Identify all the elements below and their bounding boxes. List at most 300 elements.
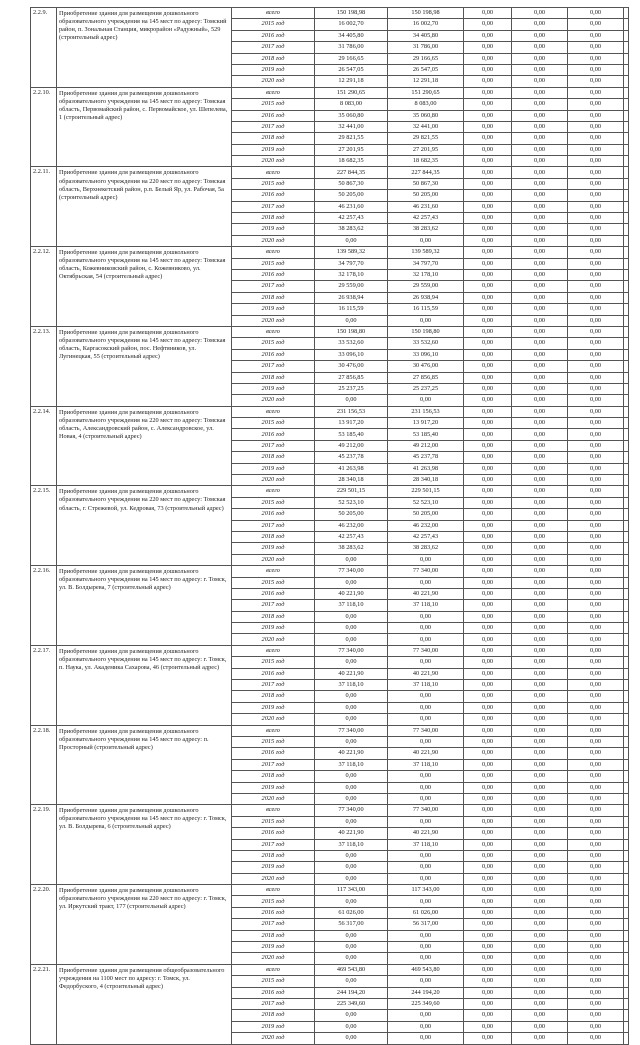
regional-budget-cell: 42 257,43 (388, 213, 464, 224)
local-budget-cell: 0,00 (512, 383, 568, 394)
federal-budget-cell: 0,00 (464, 42, 512, 53)
empty-cell (624, 850, 629, 861)
total-cell: 0,00 (315, 634, 388, 645)
period-cell: 2017 год (232, 440, 315, 451)
regional-budget-cell: 35 060,80 (388, 110, 464, 121)
other-sources-cell: 0,00 (568, 42, 624, 53)
other-sources-cell: 0,00 (568, 326, 624, 337)
total-cell: 151 290,65 (315, 87, 388, 98)
federal-budget-cell: 0,00 (464, 782, 512, 793)
period-cell: 2016 год (232, 907, 315, 918)
federal-budget-cell: 0,00 (464, 657, 512, 668)
other-sources-cell: 0,00 (568, 1021, 624, 1032)
empty-cell (624, 737, 629, 748)
period-cell: 2018 год (232, 771, 315, 782)
period-cell: 2018 год (232, 531, 315, 542)
local-budget-cell: 0,00 (512, 8, 568, 19)
total-cell: 37 118,10 (315, 600, 388, 611)
federal-budget-cell: 0,00 (464, 144, 512, 155)
other-sources-cell: 0,00 (568, 167, 624, 178)
other-sources-cell: 0,00 (568, 930, 624, 941)
empty-cell (624, 600, 629, 611)
empty-cell (624, 953, 629, 964)
local-budget-cell: 0,00 (512, 737, 568, 748)
period-cell: 2015 год (232, 657, 315, 668)
item-description: Приобретение здания для размещения общеобразовательного учреждения на 1100 мест по адресу: г. Томск, ул. Федорбуского, 4 (строительный адрес) (57, 964, 232, 1044)
other-sources-cell: 0,00 (568, 429, 624, 440)
federal-budget-cell: 0,00 (464, 110, 512, 121)
other-sources-cell: 0,00 (568, 623, 624, 634)
item-description: Приобретение здания для размещения дошкольного образовательного учреждения на 220 мест по адресу: Томская область, Верхнекетский район, р.п. Белый Яр, ул. Рабочая, 5а (строительный адрес) (57, 167, 232, 247)
total-cell: 150 198,98 (315, 8, 388, 19)
period-cell: 2017 год (232, 520, 315, 531)
local-budget-cell: 0,00 (512, 87, 568, 98)
regional-budget-cell: 77 340,00 (388, 805, 464, 816)
period-cell: 2019 год (232, 782, 315, 793)
regional-budget-cell: 26 547,05 (388, 64, 464, 75)
total-cell: 229 501,15 (315, 486, 388, 497)
total-cell: 27 856,85 (315, 372, 388, 383)
other-sources-cell: 0,00 (568, 383, 624, 394)
total-cell: 37 118,10 (315, 839, 388, 850)
period-cell: 2018 год (232, 133, 315, 144)
federal-budget-cell: 0,00 (464, 554, 512, 565)
other-sources-cell: 0,00 (568, 190, 624, 201)
item-number: 2.2.20. (31, 885, 57, 965)
period-cell: 2019 год (232, 463, 315, 474)
other-sources-cell: 0,00 (568, 520, 624, 531)
other-sources-cell: 0,00 (568, 805, 624, 816)
other-sources-cell: 0,00 (568, 87, 624, 98)
regional-budget-cell: 42 257,43 (388, 531, 464, 542)
regional-budget-cell: 46 232,00 (388, 520, 464, 531)
federal-budget-cell: 0,00 (464, 235, 512, 246)
regional-budget-cell: 77 340,00 (388, 725, 464, 736)
total-cell: 117 343,00 (315, 885, 388, 896)
regional-budget-cell: 61 026,00 (388, 907, 464, 918)
empty-cell (624, 42, 629, 53)
federal-budget-cell: 0,00 (464, 680, 512, 691)
regional-budget-cell: 0,00 (388, 793, 464, 804)
federal-budget-cell: 0,00 (464, 190, 512, 201)
regional-budget-cell: 0,00 (388, 657, 464, 668)
local-budget-cell: 0,00 (512, 395, 568, 406)
regional-budget-cell: 0,00 (388, 782, 464, 793)
other-sources-cell: 0,00 (568, 828, 624, 839)
local-budget-cell: 0,00 (512, 600, 568, 611)
period-cell: 2019 год (232, 144, 315, 155)
other-sources-cell: 0,00 (568, 440, 624, 451)
local-budget-cell: 0,00 (512, 463, 568, 474)
local-budget-cell: 0,00 (512, 839, 568, 850)
other-sources-cell: 0,00 (568, 452, 624, 463)
total-cell: 0,00 (315, 862, 388, 873)
local-budget-cell: 0,00 (512, 315, 568, 326)
federal-budget-cell: 0,00 (464, 486, 512, 497)
table-row (31, 247, 629, 258)
period-cell: 2015 год (232, 178, 315, 189)
empty-cell (624, 759, 629, 770)
item-description: Приобретение здания для размещения дошкольного образовательного учреждения на 220 мест по адресу: Томская область, Александровский район, с. Александровское, ул. Новая, 4 (строительный адрес) (57, 406, 232, 486)
period-cell: 2016 год (232, 269, 315, 280)
period-cell: 2015 год (232, 338, 315, 349)
empty-cell (624, 964, 629, 975)
federal-budget-cell: 0,00 (464, 771, 512, 782)
period-cell: 2016 год (232, 588, 315, 599)
federal-budget-cell: 0,00 (464, 976, 512, 987)
period-cell: всего (232, 645, 315, 656)
empty-cell (624, 247, 629, 258)
local-budget-cell: 0,00 (512, 942, 568, 953)
period-cell: 2020 год (232, 953, 315, 964)
total-cell: 42 257,43 (315, 531, 388, 542)
item-description: Приобретение здания для размещения дошкольного образовательного учреждения на 145 мест по адресу: Томская область, Первомайский район, с. Первомайское, ул. Шепелева, 1 (строительный адрес) (57, 87, 232, 167)
period-cell: 2018 год (232, 213, 315, 224)
period-cell: 2019 год (232, 304, 315, 315)
empty-cell (624, 509, 629, 520)
period-cell: всего (232, 247, 315, 258)
empty-cell (624, 1033, 629, 1044)
regional-budget-cell: 28 340,18 (388, 475, 464, 486)
regional-budget-cell: 32 441,00 (388, 121, 464, 132)
federal-budget-cell: 0,00 (464, 543, 512, 554)
other-sources-cell: 0,00 (568, 588, 624, 599)
local-budget-cell: 0,00 (512, 258, 568, 269)
other-sources-cell: 0,00 (568, 258, 624, 269)
empty-cell (624, 1010, 629, 1021)
regional-budget-cell: 16 115,59 (388, 304, 464, 315)
local-budget-cell: 0,00 (512, 953, 568, 964)
regional-budget-cell: 52 523,10 (388, 497, 464, 508)
federal-budget-cell: 0,00 (464, 247, 512, 258)
empty-cell (624, 440, 629, 451)
total-cell: 50 867,30 (315, 178, 388, 189)
regional-budget-cell: 50 205,00 (388, 190, 464, 201)
empty-cell (624, 714, 629, 725)
other-sources-cell: 0,00 (568, 862, 624, 873)
total-cell: 225 349,60 (315, 998, 388, 1009)
local-budget-cell: 0,00 (512, 896, 568, 907)
federal-budget-cell: 0,00 (464, 383, 512, 394)
federal-budget-cell: 0,00 (464, 19, 512, 30)
local-budget-cell: 0,00 (512, 645, 568, 656)
regional-budget-cell: 0,00 (388, 611, 464, 622)
total-cell: 37 118,10 (315, 680, 388, 691)
local-budget-cell: 0,00 (512, 793, 568, 804)
period-cell: 2015 год (232, 418, 315, 429)
total-cell: 150 198,80 (315, 326, 388, 337)
regional-budget-cell: 0,00 (388, 315, 464, 326)
item-number: 2.2.15. (31, 486, 57, 566)
period-cell: 2017 год (232, 201, 315, 212)
other-sources-cell: 0,00 (568, 1010, 624, 1021)
regional-budget-cell: 37 118,10 (388, 680, 464, 691)
period-cell: 2017 год (232, 600, 315, 611)
local-budget-cell: 0,00 (512, 156, 568, 167)
empty-cell (624, 657, 629, 668)
regional-budget-cell: 0,00 (388, 577, 464, 588)
federal-budget-cell: 0,00 (464, 269, 512, 280)
other-sources-cell: 0,00 (568, 213, 624, 224)
empty-cell (624, 201, 629, 212)
regional-budget-cell: 0,00 (388, 976, 464, 987)
item-description: Приобретение здания для размещения дошкольного образовательного учреждения на 145 мест по адресу: Томский район, п. Зональная Станция, микрорайон «Радужный», 529 (строительный адрес) (57, 8, 232, 88)
empty-cell (624, 315, 629, 326)
other-sources-cell: 0,00 (568, 486, 624, 497)
period-cell: всего (232, 167, 315, 178)
empty-cell (624, 680, 629, 691)
other-sources-cell: 0,00 (568, 942, 624, 953)
local-budget-cell: 0,00 (512, 1033, 568, 1044)
regional-budget-cell: 229 501,15 (388, 486, 464, 497)
table-row (31, 566, 629, 577)
federal-budget-cell: 0,00 (464, 338, 512, 349)
item-number: 2.2.18. (31, 725, 57, 805)
period-cell: всего (232, 486, 315, 497)
federal-budget-cell: 0,00 (464, 281, 512, 292)
period-cell: 2019 год (232, 862, 315, 873)
empty-cell (624, 645, 629, 656)
local-budget-cell: 0,00 (512, 668, 568, 679)
other-sources-cell: 0,00 (568, 873, 624, 884)
total-cell: 8 083,00 (315, 99, 388, 110)
period-cell: 2015 год (232, 737, 315, 748)
regional-budget-cell: 227 844,35 (388, 167, 464, 178)
total-cell: 34 797,70 (315, 258, 388, 269)
empty-cell (624, 8, 629, 19)
total-cell: 35 060,80 (315, 110, 388, 121)
total-cell: 227 844,35 (315, 167, 388, 178)
total-cell: 0,00 (315, 611, 388, 622)
federal-budget-cell: 0,00 (464, 714, 512, 725)
federal-budget-cell: 0,00 (464, 258, 512, 269)
empty-cell (624, 554, 629, 565)
empty-cell (624, 30, 629, 41)
total-cell: 0,00 (315, 873, 388, 884)
other-sources-cell: 0,00 (568, 395, 624, 406)
period-cell: 2016 год (232, 349, 315, 360)
total-cell: 40 221,90 (315, 668, 388, 679)
other-sources-cell: 0,00 (568, 657, 624, 668)
table-row (31, 8, 629, 19)
regional-budget-cell: 0,00 (388, 1021, 464, 1032)
federal-budget-cell: 0,00 (464, 987, 512, 998)
local-budget-cell: 0,00 (512, 326, 568, 337)
period-cell: 2016 год (232, 190, 315, 201)
period-cell: 2016 год (232, 30, 315, 41)
total-cell: 0,00 (315, 930, 388, 941)
total-cell: 31 786,00 (315, 42, 388, 53)
local-budget-cell: 0,00 (512, 269, 568, 280)
total-cell: 38 283,62 (315, 543, 388, 554)
empty-cell (624, 475, 629, 486)
total-cell: 16 002,70 (315, 19, 388, 30)
total-cell: 0,00 (315, 1033, 388, 1044)
other-sources-cell: 0,00 (568, 964, 624, 975)
empty-cell (624, 156, 629, 167)
regional-budget-cell: 0,00 (388, 1010, 464, 1021)
other-sources-cell: 0,00 (568, 235, 624, 246)
federal-budget-cell: 0,00 (464, 349, 512, 360)
total-cell: 0,00 (315, 953, 388, 964)
empty-cell (624, 463, 629, 474)
empty-cell (624, 782, 629, 793)
empty-cell (624, 281, 629, 292)
empty-cell (624, 213, 629, 224)
other-sources-cell: 0,00 (568, 668, 624, 679)
regional-budget-cell: 0,00 (388, 691, 464, 702)
federal-budget-cell: 0,00 (464, 509, 512, 520)
empty-cell (624, 623, 629, 634)
regional-budget-cell: 32 178,10 (388, 269, 464, 280)
table-row (31, 87, 629, 98)
empty-cell (624, 76, 629, 87)
empty-cell (624, 64, 629, 75)
local-budget-cell: 0,00 (512, 30, 568, 41)
total-cell: 0,00 (315, 1010, 388, 1021)
regional-budget-cell: 0,00 (388, 235, 464, 246)
other-sources-cell: 0,00 (568, 634, 624, 645)
federal-budget-cell: 0,00 (464, 463, 512, 474)
period-cell: 2016 год (232, 509, 315, 520)
local-budget-cell: 0,00 (512, 178, 568, 189)
empty-cell (624, 304, 629, 315)
regional-budget-cell: 18 682,35 (388, 156, 464, 167)
regional-budget-cell: 38 283,62 (388, 543, 464, 554)
local-budget-cell: 0,00 (512, 1010, 568, 1021)
other-sources-cell: 0,00 (568, 418, 624, 429)
period-cell: 2016 год (232, 429, 315, 440)
regional-budget-cell: 0,00 (388, 702, 464, 713)
other-sources-cell: 0,00 (568, 99, 624, 110)
federal-budget-cell: 0,00 (464, 30, 512, 41)
total-cell: 38 283,62 (315, 224, 388, 235)
regional-budget-cell: 37 118,10 (388, 759, 464, 770)
empty-cell (624, 828, 629, 839)
regional-budget-cell: 244 194,20 (388, 987, 464, 998)
other-sources-cell: 0,00 (568, 224, 624, 235)
regional-budget-cell: 151 290,65 (388, 87, 464, 98)
total-cell: 41 263,98 (315, 463, 388, 474)
regional-budget-cell: 231 156,53 (388, 406, 464, 417)
regional-budget-cell: 469 543,80 (388, 964, 464, 975)
item-description: Приобретение здания для размещения дошкольного образовательного учреждения на 145 мест по адресу: г. Томск, ул. В. Болдырева, 6 (строительный адрес) (57, 805, 232, 885)
regional-budget-cell: 56 317,00 (388, 919, 464, 930)
regional-budget-cell: 0,00 (388, 942, 464, 953)
local-budget-cell: 0,00 (512, 759, 568, 770)
empty-cell (624, 292, 629, 303)
local-budget-cell: 0,00 (512, 99, 568, 110)
period-cell: 2017 год (232, 361, 315, 372)
federal-budget-cell: 0,00 (464, 748, 512, 759)
period-cell: 2020 год (232, 395, 315, 406)
table-row (31, 645, 629, 656)
item-number: 2.2.12. (31, 247, 57, 327)
local-budget-cell: 0,00 (512, 281, 568, 292)
total-cell: 0,00 (315, 702, 388, 713)
federal-budget-cell: 0,00 (464, 406, 512, 417)
table-row (31, 964, 629, 975)
total-cell: 28 340,18 (315, 475, 388, 486)
federal-budget-cell: 0,00 (464, 839, 512, 850)
period-cell: 2015 год (232, 976, 315, 987)
other-sources-cell: 0,00 (568, 30, 624, 41)
regional-budget-cell: 40 221,90 (388, 828, 464, 839)
total-cell: 29 821,55 (315, 133, 388, 144)
federal-budget-cell: 0,00 (464, 497, 512, 508)
federal-budget-cell: 0,00 (464, 953, 512, 964)
federal-budget-cell: 0,00 (464, 53, 512, 64)
total-cell: 0,00 (315, 657, 388, 668)
total-cell: 0,00 (315, 816, 388, 827)
other-sources-cell: 0,00 (568, 133, 624, 144)
federal-budget-cell: 0,00 (464, 611, 512, 622)
empty-cell (624, 930, 629, 941)
total-cell: 29 559,00 (315, 281, 388, 292)
empty-cell (624, 144, 629, 155)
other-sources-cell: 0,00 (568, 759, 624, 770)
federal-budget-cell: 0,00 (464, 326, 512, 337)
period-cell: 2017 год (232, 998, 315, 1009)
local-budget-cell: 0,00 (512, 292, 568, 303)
local-budget-cell: 0,00 (512, 144, 568, 155)
regional-budget-cell: 225 349,60 (388, 998, 464, 1009)
period-cell: 2015 год (232, 497, 315, 508)
federal-budget-cell: 0,00 (464, 600, 512, 611)
total-cell: 50 205,00 (315, 509, 388, 520)
empty-cell (624, 406, 629, 417)
empty-cell (624, 577, 629, 588)
federal-budget-cell: 0,00 (464, 873, 512, 884)
period-cell: 2020 год (232, 156, 315, 167)
regional-budget-cell: 40 221,90 (388, 748, 464, 759)
empty-cell (624, 429, 629, 440)
regional-budget-cell: 37 118,10 (388, 839, 464, 850)
regional-budget-cell: 0,00 (388, 930, 464, 941)
total-cell: 33 096,10 (315, 349, 388, 360)
empty-cell (624, 839, 629, 850)
total-cell: 231 156,53 (315, 406, 388, 417)
empty-cell (624, 725, 629, 736)
regional-budget-cell: 29 821,55 (388, 133, 464, 144)
local-budget-cell: 0,00 (512, 76, 568, 87)
regional-budget-cell: 0,00 (388, 395, 464, 406)
federal-budget-cell: 0,00 (464, 623, 512, 634)
period-cell: 2018 год (232, 452, 315, 463)
item-number: 2.2.9. (31, 8, 57, 88)
federal-budget-cell: 0,00 (464, 224, 512, 235)
other-sources-cell: 0,00 (568, 338, 624, 349)
period-cell: 2018 год (232, 1010, 315, 1021)
total-cell: 56 317,00 (315, 919, 388, 930)
regional-budget-cell: 38 283,62 (388, 224, 464, 235)
item-number: 2.2.13. (31, 326, 57, 406)
period-cell: 2017 год (232, 919, 315, 930)
other-sources-cell: 0,00 (568, 611, 624, 622)
total-cell: 45 237,78 (315, 452, 388, 463)
other-sources-cell: 0,00 (568, 178, 624, 189)
empty-cell (624, 349, 629, 360)
empty-cell (624, 452, 629, 463)
local-budget-cell: 0,00 (512, 440, 568, 451)
empty-cell (624, 235, 629, 246)
period-cell: 2019 год (232, 383, 315, 394)
federal-budget-cell: 0,00 (464, 725, 512, 736)
period-cell: 2019 год (232, 623, 315, 634)
regional-budget-cell: 0,00 (388, 737, 464, 748)
regional-budget-cell: 150 198,98 (388, 8, 464, 19)
regional-budget-cell: 77 340,00 (388, 566, 464, 577)
